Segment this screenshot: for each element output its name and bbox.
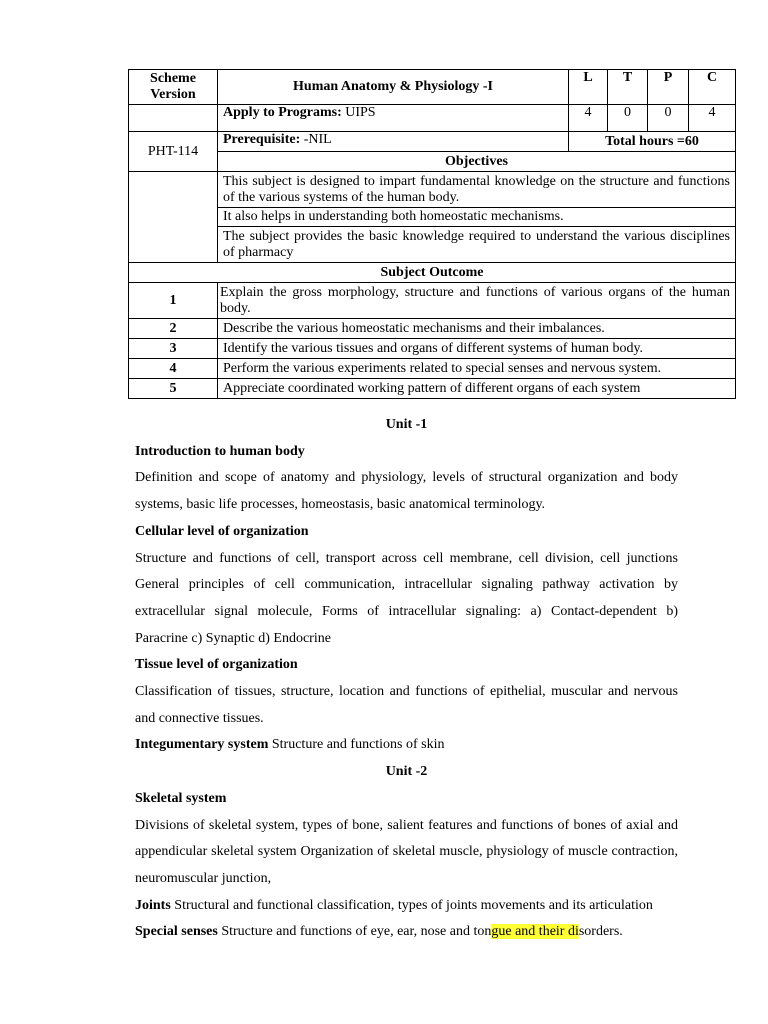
ltpc-value-t: 0	[608, 105, 648, 132]
outcome-number: 1	[129, 283, 218, 319]
section-heading: Introduction to human body	[135, 443, 305, 459]
course-info-table	[128, 69, 736, 399]
outcome-text: Appreciate coordinated working pattern of different organs of each system	[218, 379, 736, 399]
ltpc-value-p: 0	[648, 105, 689, 132]
objective-item: It also helps in understanding both homeostatic mechanisms.	[218, 208, 736, 227]
inline-heading: Joints	[135, 897, 171, 913]
inline-text: sorders.	[578, 924, 623, 940]
section-paragraph	[135, 893, 678, 920]
prerequisite	[218, 132, 569, 152]
inline-heading: Special senses	[135, 924, 218, 940]
subject-outcome-title: Subject Outcome	[129, 263, 736, 283]
ltpc-header-t: T	[608, 70, 648, 105]
ltpc-header-c: C	[689, 70, 736, 105]
section-text: Definition and scope of anatomy and physiology, levels of structural organization and body systems, basic life processes, homeostasis, basic anatomical terminology.	[135, 470, 678, 513]
section-heading: Tissue level of organization	[135, 657, 298, 673]
apply-to-programs	[218, 105, 569, 132]
outcome-number: 2	[129, 319, 218, 339]
outcome-text: Describe the various homeostatic mechanisms and their imbalances.	[218, 319, 736, 339]
empty-cell	[129, 105, 218, 132]
objective-item: This subject is designed to impart fundamental knowledge on the structure and functions of the various systems of the human body.	[218, 172, 736, 208]
syllabus-content	[135, 412, 678, 946]
course-code: PHT-114	[129, 132, 218, 172]
outcome-number: 3	[129, 339, 218, 359]
highlighted-text: gue and their di	[491, 924, 579, 940]
objectives-title: Objectives	[218, 152, 736, 172]
section-paragraph	[135, 732, 678, 759]
empty-cell	[129, 172, 218, 263]
outcome-text: Explain the gross morphology, structure and functions of various organs of the human body.	[218, 283, 736, 319]
scheme-version-label: Scheme Version	[129, 70, 218, 105]
prereq-value: -NIL	[303, 132, 332, 147]
outcome-number: 5	[129, 379, 218, 399]
course-title: Human Anatomy & Physiology -I	[218, 70, 569, 105]
section-heading: Skeletal system	[135, 790, 227, 806]
unit-title: Unit -1	[385, 417, 428, 432]
inline-text: Structure and functions of eye, ear, nose and ton	[217, 924, 492, 940]
ltpc-value-c: 4	[689, 105, 736, 132]
total-hours: Total hours =60	[569, 132, 736, 152]
outcome-number: 4	[129, 359, 218, 379]
prereq-label: Prerequisite:	[223, 132, 301, 147]
inline-text: Structure and functions of skin	[268, 737, 445, 753]
section-text: Classification of tissues, structure, location and functions of epithelial, muscular and nervous and connective tissues.	[135, 684, 678, 726]
inline-heading: Integumentary system	[135, 737, 269, 753]
apply-label: Apply to Programs:	[223, 105, 342, 120]
section-text: Structure and functions of cell, transport across cell membrane, cell division, cell junctions General principles of cell communication, intracellular signaling pathway activation by extracellular signal molecule, Forms of intracellular signaling: a) Contact-dependent b) Paracrine c) Synaptic d) Endocrine	[135, 550, 678, 646]
outcome-text: Identify the various tissues and organs of different systems of human body.	[218, 339, 736, 359]
outcome-text: Perform the various experiments related to special senses and nervous system.	[218, 359, 736, 379]
apply-value: UIPS	[345, 105, 376, 120]
section-paragraph	[135, 919, 678, 946]
ltpc-header-p: P	[648, 70, 689, 105]
section-heading: Cellular level of organization	[135, 523, 309, 539]
section-text: Divisions of skeletal system, types of bone, salient features and functions of bones of axial and appendicular skeletal system Organization of skeletal muscle, physiology of muscle contraction, neuromuscular junction,	[135, 817, 678, 886]
ltpc-value-l: 4	[569, 105, 608, 132]
inline-text: Structural and functional classification, types of joints movements and its articulation	[170, 897, 653, 913]
objective-item: The subject provides the basic knowledge required to understand the various disciplines of pharmacy	[218, 227, 736, 263]
unit-title: Unit -2	[385, 764, 428, 780]
ltpc-header-l: L	[569, 70, 608, 105]
